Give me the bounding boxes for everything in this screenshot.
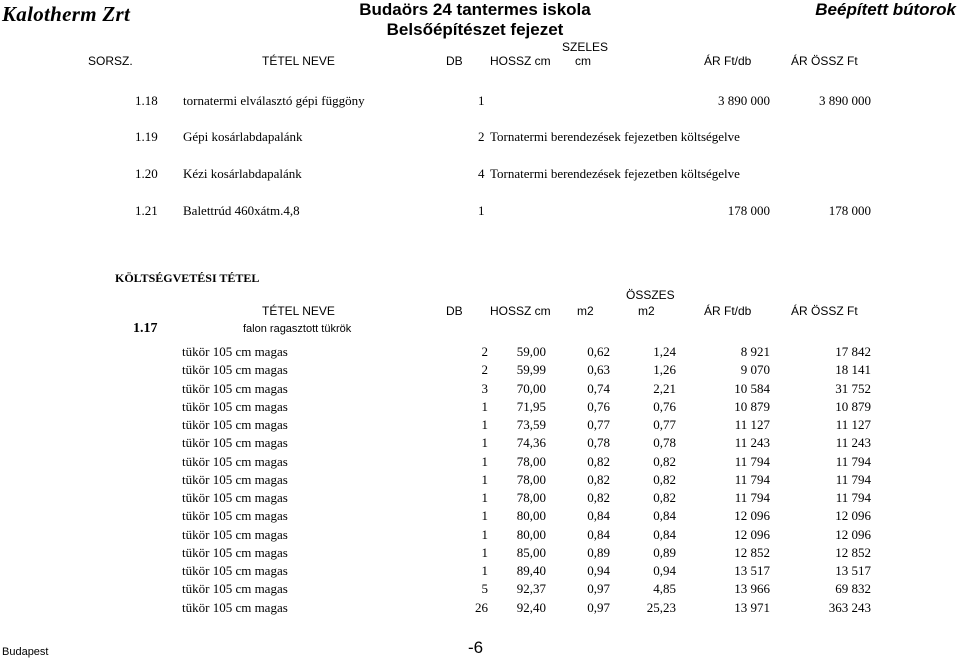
row-ar-ossz: 178 000: [828, 203, 871, 218]
row-db: 1: [481, 435, 488, 450]
row-ar-ft-db: 11 794: [734, 490, 770, 505]
row-ar-ft-db: 3 890 000: [718, 93, 770, 108]
row-m2: 0,97: [587, 581, 610, 596]
row-m2: 0,97: [587, 600, 610, 615]
row-db: 1: [478, 93, 485, 108]
row-hossz: 78,00: [516, 472, 546, 487]
row-hossz: 71,95: [516, 399, 546, 414]
row-hossz: 80,00: [516, 527, 546, 542]
row-ar-ft-db: 13 971: [734, 600, 770, 615]
col-header-hossz: HOSSZ cm: [490, 54, 551, 68]
row-db: 1: [481, 490, 488, 505]
col-header-osszes-top: ÖSSZES: [626, 288, 675, 302]
company-name: Kalotherm Zrt: [2, 2, 131, 26]
row-item-name: Balettrúd 460xátm.4,8: [183, 203, 300, 218]
row-item-name: tükör 105 cm magas: [182, 490, 288, 505]
row-osszes-m2: 0,89: [653, 545, 676, 560]
row-osszes-m2: 0,76: [653, 399, 676, 414]
project-title-line2: Belsőépítészet fejezet: [386, 20, 564, 39]
row-m2: 0,63: [587, 362, 610, 377]
document-title: Beépített bútorok: [815, 0, 956, 19]
row-m2: 0,82: [587, 454, 610, 469]
row-item-name: tükör 105 cm magas: [182, 563, 288, 578]
col-header-szeles-top: SZELES: [562, 40, 609, 54]
row-ar-ossz: 13 517: [835, 563, 871, 578]
row-m2: 0,77: [587, 417, 610, 432]
row-hossz: 59,99: [516, 362, 546, 377]
row-hossz: 73,59: [516, 417, 546, 432]
row-ar-ossz: 18 141: [835, 362, 871, 377]
row-number: 1.18: [135, 93, 158, 108]
row-osszes-m2: 0,94: [653, 563, 676, 578]
row-item-name: tükör 105 cm magas: [182, 508, 288, 523]
row-hossz: 59,00: [516, 344, 546, 359]
row-db: 1: [481, 508, 488, 523]
row-m2: 0,84: [587, 508, 610, 523]
col-header-ar-ft-db: ÁR Ft/db: [704, 54, 752, 68]
item-number: 1.17: [133, 321, 158, 336]
row-osszes-m2: 25,23: [646, 600, 676, 615]
row-item-name: tükör 105 cm magas: [182, 399, 288, 414]
row-ar-ft-db: 12 096: [734, 527, 770, 542]
row-ar-ft-db: 11 794: [734, 472, 770, 487]
row-ar-ossz: 11 243: [835, 435, 871, 450]
row-item-name: tornatermi elválasztó gépi függöny: [183, 93, 365, 108]
row-db: 2: [478, 129, 485, 144]
row-ar-ossz: 12 096: [835, 508, 871, 523]
row-osszes-m2: 4,85: [653, 581, 676, 596]
row-ar-ossz: 11 794: [835, 490, 871, 505]
row-ar-ossz: 11 127: [835, 417, 871, 432]
row-item-name: tükör 105 cm magas: [182, 435, 288, 450]
row-ar-ossz: 11 794: [835, 454, 871, 469]
col-header-szeles-bottom: cm: [575, 54, 591, 68]
row-ar-ossz: 12 096: [835, 527, 871, 542]
col-header-ar-ossz: ÁR ÖSSZ Ft: [791, 304, 858, 318]
row-item-name: tükör 105 cm magas: [182, 344, 288, 359]
row-ar-ft-db: 178 000: [727, 203, 770, 218]
row-hossz: 74,36: [516, 435, 546, 450]
row-db: 2: [481, 344, 488, 359]
row-ar-ossz: 11 794: [835, 472, 871, 487]
col-header-m2: m2: [577, 304, 594, 318]
row-ar-ft-db: 11 243: [734, 435, 770, 450]
row-ar-ossz: 31 752: [835, 381, 871, 396]
col-header-db: DB: [446, 54, 463, 68]
row-db: 5: [481, 581, 488, 596]
row-m2: 0,74: [587, 381, 610, 396]
row-m2: 0,84: [587, 527, 610, 542]
row-item-name: tükör 105 cm magas: [182, 454, 288, 469]
row-ar-ossz: 363 243: [828, 600, 871, 615]
row-m2: 0,94: [587, 563, 610, 578]
row-db: 26: [475, 600, 488, 615]
project-title-line1: Budaörs 24 tantermes iskola: [359, 0, 591, 19]
row-m2: 0,82: [587, 472, 610, 487]
col-header-osszes-bottom: m2: [638, 304, 655, 318]
row-db: 3: [481, 381, 488, 396]
row-cost-note: Tornatermi berendezések fejezetben költségelve: [490, 129, 740, 144]
row-number: 1.21: [135, 203, 158, 218]
col-header-tetel-neve: TÉTEL NEVE: [262, 304, 335, 318]
row-db: 1: [481, 417, 488, 432]
row-m2: 0,78: [587, 435, 610, 450]
row-ar-ft-db: 10 584: [734, 381, 770, 396]
row-ar-ossz: 17 842: [835, 344, 871, 359]
col-header-ar-ossz: ÁR ÖSSZ Ft: [791, 54, 858, 68]
row-item-name: Kézi kosárlabdapalánk: [183, 166, 302, 181]
row-hossz: 92,37: [516, 581, 546, 596]
row-osszes-m2: 0,82: [653, 472, 676, 487]
row-ar-ossz: 10 879: [835, 399, 871, 414]
row-ar-ft-db: 12 096: [734, 508, 770, 523]
row-db: 1: [481, 472, 488, 487]
col-header-sorsz: SORSZ.: [88, 54, 133, 68]
row-m2: 0,62: [587, 344, 610, 359]
row-hossz: 78,00: [516, 454, 546, 469]
row-item-name: tükör 105 cm magas: [182, 362, 288, 377]
row-ar-ossz: 69 832: [835, 581, 871, 596]
col-header-hossz: HOSSZ cm: [490, 304, 551, 318]
row-db: 1: [481, 545, 488, 560]
row-db: 1: [481, 527, 488, 542]
row-osszes-m2: 1,24: [653, 344, 676, 359]
row-item-name: tükör 105 cm magas: [182, 600, 288, 615]
row-item-name: Gépi kosárlabdapalánk: [183, 129, 303, 144]
row-ar-ft-db: 10 879: [734, 399, 770, 414]
row-osszes-m2: 1,26: [653, 362, 676, 377]
row-hossz: 70,00: [516, 381, 546, 396]
row-hossz: 89,40: [516, 563, 546, 578]
row-osszes-m2: 0,77: [653, 417, 676, 432]
row-item-name: tükör 105 cm magas: [182, 545, 288, 560]
row-ar-ft-db: 11 794: [734, 454, 770, 469]
row-item-name: tükör 105 cm magas: [182, 417, 288, 432]
row-db: 2: [481, 362, 488, 377]
row-ar-ossz: 12 852: [835, 545, 871, 560]
col-header-tetel-neve: TÉTEL NEVE: [262, 54, 335, 68]
row-item-name: tükör 105 cm magas: [182, 527, 288, 542]
row-ar-ft-db: 12 852: [734, 545, 770, 560]
row-hossz: 92,40: [516, 600, 546, 615]
row-m2: 0,76: [587, 399, 610, 414]
row-item-name: tükör 105 cm magas: [182, 472, 288, 487]
row-osszes-m2: 0,78: [653, 435, 676, 450]
row-m2: 0,82: [587, 490, 610, 505]
row-osszes-m2: 0,82: [653, 454, 676, 469]
row-osszes-m2: 0,84: [653, 527, 676, 542]
row-m2: 0,89: [587, 545, 610, 560]
row-hossz: 85,00: [516, 545, 546, 560]
row-item-name: tükör 105 cm magas: [182, 381, 288, 396]
row-ar-ft-db: 13 966: [734, 581, 770, 596]
footer-place: Budapest: [2, 646, 49, 658]
row-db: 1: [481, 563, 488, 578]
row-osszes-m2: 0,84: [653, 508, 676, 523]
col-header-db: DB: [446, 304, 463, 318]
row-db: 1: [481, 454, 488, 469]
col-header-ar-ft-db: ÁR Ft/db: [704, 304, 752, 318]
row-number: 1.20: [135, 166, 158, 181]
row-hossz: 80,00: [516, 508, 546, 523]
row-db: 1: [481, 399, 488, 414]
row-db: 1: [478, 203, 485, 218]
row-ar-ft-db: 8 921: [740, 344, 770, 359]
row-ar-ossz: 3 890 000: [819, 93, 871, 108]
row-ar-ft-db: 11 127: [734, 417, 770, 432]
row-item-name: tükör 105 cm magas: [182, 581, 288, 596]
row-number: 1.19: [135, 129, 158, 144]
row-ar-ft-db: 13 517: [734, 563, 770, 578]
page-number: -6: [468, 638, 484, 657]
row-db: 4: [478, 166, 485, 181]
item-title: falon ragasztott tükrök: [243, 323, 352, 335]
section-title: KÖLTSÉGVETÉSI TÉTEL: [115, 271, 260, 285]
row-cost-note: Tornatermi berendezések fejezetben költségelve: [490, 166, 740, 181]
row-hossz: 78,00: [516, 490, 546, 505]
row-osszes-m2: 0,82: [653, 490, 676, 505]
row-ar-ft-db: 9 070: [740, 362, 770, 377]
row-osszes-m2: 2,21: [653, 381, 676, 396]
